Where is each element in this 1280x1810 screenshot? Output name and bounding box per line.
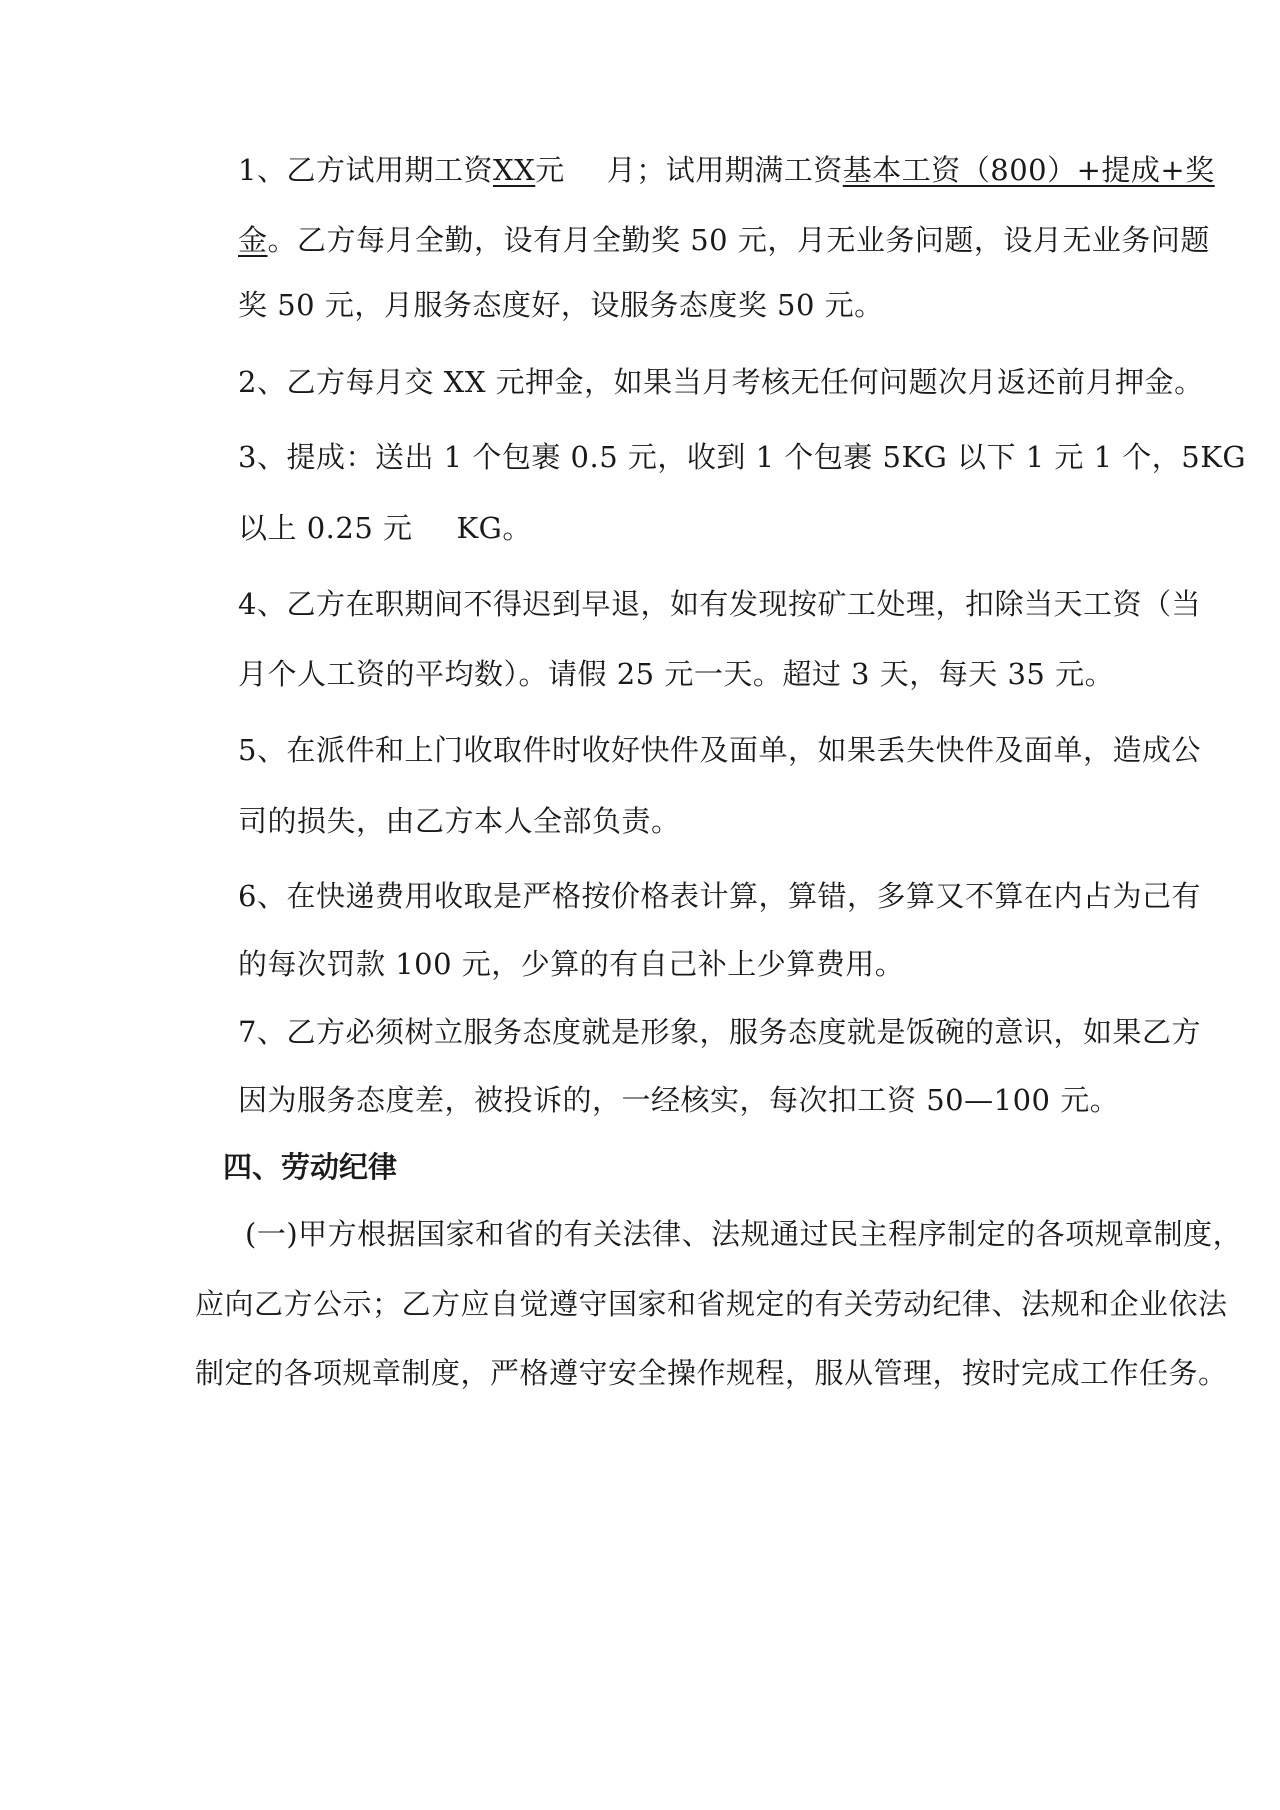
item-1-text-c: 月；试用期满工资: [606, 153, 843, 187]
item-6-line-1: 6、在快递费用收取是严格按价格表计算，算错，多算又不算在内占为己有: [238, 879, 1201, 913]
item-4-line-1: 4、乙方在职期间不得迟到早退，如有发现按矿工处理，扣除当天工资（当: [238, 587, 1201, 621]
item-1-text-b: 元: [535, 153, 565, 187]
item-1-salary-formula: 基本工资（800）+提成+奖: [842, 153, 1215, 187]
section-paragraph-line-3: 制定的各项规章制度，严格遵守安全操作规程，服从管理，按时完成工作任务。: [195, 1356, 1228, 1390]
section-heading: 四、劳动纪律: [223, 1150, 398, 1184]
item-3-line-1: 3、提成：送出 1 个包裹 0.5 元，收到 1 个包裹 5KG 以下 1 元 1 个，5KG: [238, 440, 1247, 474]
item-3-text-a: 以上 0.25 元: [238, 511, 413, 545]
item-5-line-2: 司的损失，由乙方本人全部负责。: [238, 804, 681, 838]
item-4-line-2: 月个人工资的平均数）。请假 25 元一天。超过 3 天，每天 35 元。: [238, 657, 1115, 691]
item-2-line-1: 2、乙方每月交 XX 元押金，如果当月考核无任何问题次月返还前月押金。: [238, 365, 1204, 399]
item-3-line-2: [238, 508, 532, 548]
item-1-text-a: 1、乙方试用期工资: [238, 153, 493, 187]
item-1-text-d: 。乙方每月全勤，设有月全勤奖 50 元，月无业务问题，设月无业务问题: [267, 223, 1210, 257]
item-1-salary-formula-end: 金: [238, 223, 268, 257]
item-7-line-1: 7、乙方必须树立服务态度就是形象，服务态度就是饭碗的意识，如果乙方: [238, 1015, 1201, 1049]
item-1-line-3: 奖 50 元，月服务态度好，设服务态度奖 50 元。: [238, 288, 884, 322]
item-1-probation-amount: XX: [492, 153, 536, 187]
item-1-line-1: [238, 150, 1215, 190]
item-5-line-1: 5、在派件和上门收取件时收好快件及面单，如果丢失快件及面单，造成公: [238, 733, 1201, 767]
item-6-line-2: 的每次罚款 100 元，少算的有自己补上少算费用。: [238, 947, 905, 981]
section-paragraph-line-1: (一)甲方根据国家和省的有关法律、法规通过民主程序制定的各项规章制度，: [245, 1217, 1243, 1251]
item-3-text-b: KG。: [456, 511, 532, 545]
item-1-line-2: [238, 220, 1210, 260]
item-7-line-2: 因为服务态度差，被投诉的，一经核实，每次扣工资 50—100 元。: [238, 1083, 1120, 1117]
section-paragraph-line-2: 应向乙方公示；乙方应自觉遵守国家和省规定的有关劳动纪律、法规和企业依法: [195, 1287, 1228, 1321]
